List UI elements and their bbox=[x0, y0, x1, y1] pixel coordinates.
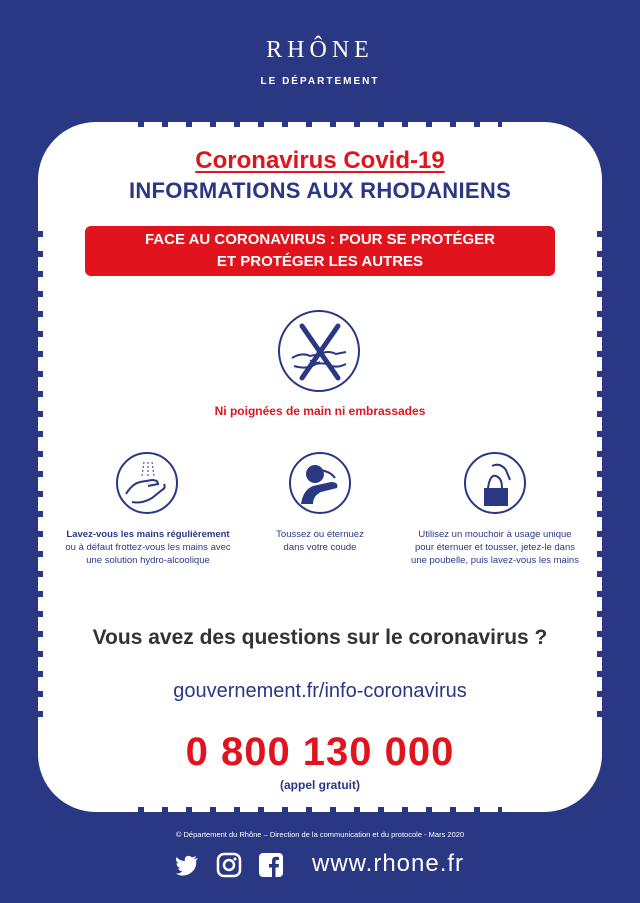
page-subtitle: INFORMATIONS AUX RHODANIENS bbox=[128, 178, 512, 203]
logo-wordmark: RHÔNE bbox=[266, 37, 374, 63]
perforation-bottom bbox=[138, 807, 502, 812]
department-logo bbox=[0, 30, 640, 87]
banner-line-2: ET PROTÉGER LES AUTRES bbox=[216, 253, 424, 270]
copyright-notice: © Département du Rhône – Direction de la communication et du protocole - Mars 2020 bbox=[175, 830, 465, 839]
facebook-icon[interactable] bbox=[258, 852, 284, 878]
rule-tissue bbox=[395, 528, 595, 567]
warning-banner bbox=[85, 226, 555, 276]
rule-cough-line-2: dans votre coude bbox=[283, 542, 357, 553]
phone-note: (appel gratuit) bbox=[280, 778, 360, 792]
hand-washing-icon bbox=[116, 452, 178, 514]
tissue-bin-icon bbox=[464, 452, 526, 514]
question-heading: Vous avez des questions sur le coronavirus ? bbox=[92, 626, 548, 649]
rule-wash-line-3: une solution hydro-alcoolique bbox=[86, 555, 210, 566]
rule-tissue-line-2: pour éternuer et tousser, jetez-le dans bbox=[414, 542, 575, 553]
twitter-icon[interactable] bbox=[174, 852, 200, 878]
rule-tissue-line-1: Utilisez un mouchoir à usage unique bbox=[418, 529, 572, 540]
rule-cough bbox=[220, 528, 420, 554]
banner-line-1: FACE AU CORONAVIRUS : POUR SE PROTÉGER bbox=[144, 231, 496, 248]
rule-wash-line-2: ou à défaut frottez-vous les mains avec bbox=[65, 542, 231, 553]
footer-bar bbox=[0, 848, 640, 882]
footer-website-link[interactable]: www.rhone.fr bbox=[312, 850, 465, 877]
rule-tissue-line-3: une poubelle, puis lavez-vous les mains bbox=[411, 555, 579, 566]
instagram-icon[interactable] bbox=[216, 852, 242, 878]
rule-no-contact: Ni poignées de main ni embrassades bbox=[214, 404, 426, 418]
no-handshake-icon bbox=[278, 310, 360, 392]
cough-elbow-icon bbox=[289, 452, 351, 514]
info-card bbox=[38, 122, 602, 812]
page-title: Coronavirus Covid-19 bbox=[195, 147, 445, 174]
perforation-top bbox=[138, 122, 502, 127]
info-website-link[interactable]: gouvernement.fr/info-coronavirus bbox=[173, 680, 467, 702]
rule-wash-bold: Lavez-vous les mains régulièrement bbox=[66, 529, 230, 540]
logo-subtitle: LE DÉPARTEMENT bbox=[260, 76, 380, 87]
rule-wash-hands bbox=[48, 528, 248, 567]
phone-number[interactable]: 0 800 130 000 bbox=[185, 730, 455, 774]
rule-cough-line-1: Toussez ou éternuez bbox=[276, 529, 364, 540]
